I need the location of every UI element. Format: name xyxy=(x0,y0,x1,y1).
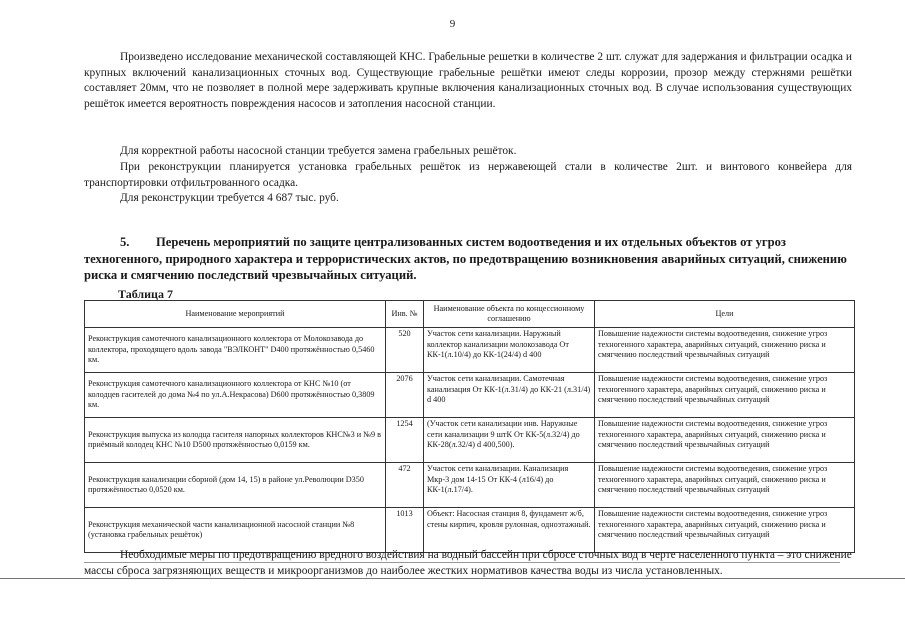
cell-inv: 472 xyxy=(386,463,424,508)
paragraph-replacement-needed: Для корректной работы насосной станции требуется замена грабельных решёток. xyxy=(120,145,517,157)
cell-goal: Повышение надежности системы водоотведения, снижение угроз техногенного характера, аварийных ситуаций, снижению риска и смягчению последствий чрезвычайных ситуаций xyxy=(595,328,855,373)
cell-object: Участок сети канализации. Наружный коллектор канализации молокозавода От КК-1(л.10/4) до КК-1(24/4) d 400 xyxy=(424,328,595,373)
scan-rule-line xyxy=(0,578,905,579)
table-row xyxy=(85,418,855,463)
section-number: 5. xyxy=(120,235,130,249)
cell-object: Участок сети канализации. Канализация Мкр-3 дом 14-15 От КК-4 (л16/4) до КК-1(л.17/4). xyxy=(424,463,595,508)
paragraph-inspection: Произведено исследование механической составляющей КНС. Грабельные решетки в количестве 2 шт. служат для задержания и фильтрации осадка и крупных включений канализационных сточных вод. Существующие грабельные решётки имеют следы коррозии, прозор между стержнями решётки составляет 20мм, что не позволяет в полной мере задерживать крупные включения канализационных сточных вод. В случае использования существующих решёток имеется вероятность повреждения насосов и затопления насосной станции. xyxy=(84,51,852,110)
cell-goal: Повышение надежности системы водоотведения, снижение угроз техногенного характера, аварийных ситуаций, снижению риска и смягчению последствий чрезвычайных ситуаций xyxy=(595,463,855,508)
scan-underline xyxy=(84,562,840,563)
section-heading xyxy=(84,234,854,284)
cell-goal: Повышение надежности системы водоотведения, снижение угроз техногенного характера, аварийных ситуаций, снижению риска и смягчению последствий чрезвычайных ситуаций xyxy=(595,508,855,553)
cell-object: Участок сети канализации. Самотечная канализация От КК-1(л.31/4) до КК-21 (л.31/4) d 400 xyxy=(424,373,595,418)
cell-object: (Участок сети канализации инв. Наружные сети канализации 9 штК От КК-5(л.32/4) до КК-28(л.32/4) d 400,500). xyxy=(424,418,595,463)
table-caption: Таблица 7 xyxy=(118,287,173,301)
table-row xyxy=(85,508,855,553)
header-goal: Цели xyxy=(595,301,855,328)
cell-inv: 2076 xyxy=(386,373,424,418)
cell-inv: 520 xyxy=(386,328,424,373)
table-row xyxy=(85,328,855,373)
cell-goal: Повышение надежности системы водоотведения, снижение угроз техногенного характера, аварийных ситуаций, снижению риска и смягчению последствий чрезвычайных ситуаций xyxy=(595,373,855,418)
cell-object: Объект: Насосная станция 8, фундамент ж/б, стены кирпич, кровля рулонная, одноэтажный. xyxy=(424,508,595,553)
table-row xyxy=(85,463,855,508)
cell-activity: Реконструкция выпуска из колодца гасителя напорных коллекторов КНС№3 и №9 в приёмный колодец КНС №10 D500 протяжённостью 0,0159 км. xyxy=(85,418,386,463)
table-header-row xyxy=(85,301,855,328)
cell-inv: 1013 xyxy=(386,508,424,553)
header-inv: Инв. № xyxy=(386,301,424,328)
cell-activity: Реконструкция механической части канализационной насосной станции №8 (установка грабельных решёток) xyxy=(85,508,386,553)
cell-goal: Повышение надежности системы водоотведения, снижение угроз техногенного характера, аварийных ситуаций, снижению риска и смягчению последствий чрезвычайных ситуаций xyxy=(595,418,855,463)
cell-activity: Реконструкция самотечного канализационного коллектора от Молокозавода до коллектора, проходящего вдоль завода "ВЭЛКОНТ" D400 протяжённостью 0,5460 км. xyxy=(85,328,386,373)
paragraph-cost: Для реконструкции требуется 4 687 тыс. руб. xyxy=(120,192,339,204)
footer-paragraph: Необходимые меры по предотвращению вредного воздействия на водный бассейн при сбросе сточных вод в черте населенного пункта – это снижение массы сброса загрязняющих веществ и микроорганизмов до наиболее жестких нормативов качества воды из числа установленных. xyxy=(84,549,852,577)
section-title: Перечень мероприятий по защите централизованных систем водоотведения и их отдельных объектов от угроз техногенного, природного характера и террористических актов, по предотвращению возникновения аварийных ситуаций, снижению риска и смягчению последствий чрезвычайных ситуаций. xyxy=(84,235,847,282)
header-activity: Наименование мероприятий xyxy=(85,301,386,328)
paragraph-reconstruction-plan: При реконструкции планируется установка грабельных решёток из нержавеющей стали в количестве 2шт. и винтового конвейера для транспортировки отфильтрованного осадка. xyxy=(84,161,852,189)
cell-activity: Реконструкция самотечного канализационного коллектора от КНС №10 (от колодцев гасителей до дома №4 по ул.А.Некрасова) D600 протяжённостью 0,3809 км. xyxy=(85,373,386,418)
page-number: 9 xyxy=(449,18,456,30)
header-object: Наименование объекта по концессионному соглашению xyxy=(424,301,595,328)
cell-activity: Реконструкция канализации сборной (дом 14, 15) в районе ул.Революции D350 протяжённостью 0,0520 км. xyxy=(85,463,386,508)
cell-inv: 1254 xyxy=(386,418,424,463)
measures-table xyxy=(84,300,855,553)
table-row xyxy=(85,373,855,418)
